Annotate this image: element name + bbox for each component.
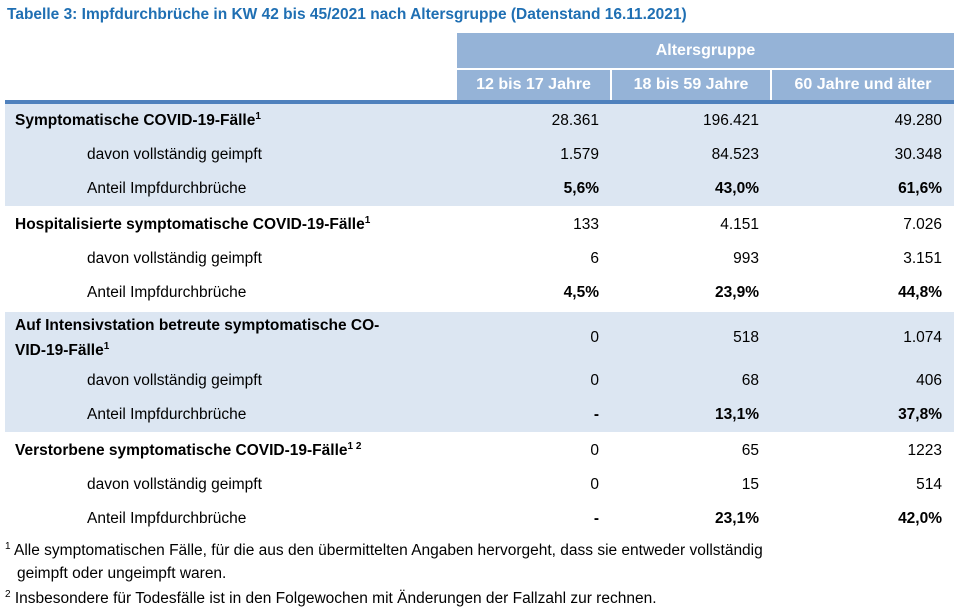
cell-value: 61,6% xyxy=(771,172,954,207)
cell-value: 23,9% xyxy=(715,284,759,301)
cell-value: 7.026 xyxy=(771,207,954,242)
cell-value: 30.348 xyxy=(771,138,954,172)
cell-value: 43,0% xyxy=(611,172,771,207)
cell-value: 84.523 xyxy=(611,138,771,172)
table-row xyxy=(5,102,954,138)
cell-value: 196.421 xyxy=(611,102,771,138)
cell-value: 3.151 xyxy=(903,250,943,267)
row-label: Anteil Impfdurchbrüche xyxy=(87,284,247,301)
row-label: Hospitalisierte symptomatische COVID-19-Fälle$^1$ xyxy=(5,207,457,242)
cell-value: 6 xyxy=(590,250,599,267)
cell-value: 4,5% xyxy=(563,284,599,301)
table-row xyxy=(5,468,954,502)
cell-value: 1.074 xyxy=(771,311,954,364)
cell-value: 13,1% xyxy=(611,398,771,433)
cell-value: 15 xyxy=(741,476,759,493)
cell-value: 1.579 xyxy=(457,138,611,172)
cell-value: - xyxy=(593,510,599,527)
cell-value: 518 xyxy=(611,311,771,364)
footnote-1-text-cont: geimpft oder ungeimpft waren. xyxy=(17,565,227,582)
table-row xyxy=(5,311,954,364)
cell-value: - xyxy=(457,398,611,433)
row-label: davon vollständig geimpft xyxy=(5,364,457,398)
table-row xyxy=(5,172,954,207)
row-label: Auf Intensivstation betreute symptomatische CO- VID-19-Fälle$^1$ xyxy=(5,311,457,364)
row-label: davon vollständig geimpft xyxy=(87,476,262,493)
table-row xyxy=(5,502,954,536)
footnote-2 xyxy=(5,587,657,610)
table-row xyxy=(5,398,954,433)
cell-value: 65 xyxy=(611,433,771,468)
cell-value: 0 xyxy=(457,364,611,398)
cell-value: 37,8% xyxy=(771,398,954,433)
table-row xyxy=(5,242,954,276)
row-label: davon vollständig geimpft xyxy=(87,250,262,267)
table-row xyxy=(5,138,954,172)
row-label: Anteil Impfdurchbrüche xyxy=(5,398,457,433)
cell-value: 0 xyxy=(457,311,611,364)
column-header-60-plus: 60 Jahre und älter xyxy=(771,69,954,102)
column-header-12-17: 12 bis 17 Jahre xyxy=(457,69,611,102)
cell-value: 133 xyxy=(457,207,611,242)
cell-value: 0 xyxy=(457,433,611,468)
footnote-2-text: Insbesondere für Todesfälle ist in den Folgewochen mit Änderungen der Fallzahl zur rechnen. xyxy=(14,590,657,607)
row-label: Anteil Impfdurchbrüche xyxy=(5,172,457,207)
table-title: Tabelle 3: Impfdurchbrüche in KW 42 bis 45/2021 nach Altersgruppe (Datenstand 16.11.2021) xyxy=(7,6,687,23)
footnote-1-mark: 1 xyxy=(5,541,11,552)
cell-value: 49.280 xyxy=(771,102,954,138)
cell-value: 4.151 xyxy=(611,207,771,242)
row-label: davon vollständig geimpft xyxy=(5,138,457,172)
cell-value: 28.361 xyxy=(457,102,611,138)
footnote-1-text: Alle symptomatischen Fälle, für die aus den übermittelten Angaben hervorgeht, dass sie entweder vollständig xyxy=(14,542,763,559)
cell-value: 44,8% xyxy=(898,284,943,301)
footnote-1 xyxy=(5,539,763,585)
cell-value: 993 xyxy=(733,250,759,267)
header-corner-lower xyxy=(5,69,457,102)
table-row xyxy=(5,364,954,398)
row-label: Anteil Impfdurchbrüche xyxy=(87,510,247,527)
cell-value: 406 xyxy=(771,364,954,398)
row-label: Symptomatische COVID-19-Fälle$^1$ xyxy=(5,102,457,138)
cell-value: 5,6% xyxy=(457,172,611,207)
cell-value: 23,1% xyxy=(715,510,759,527)
cell-value: 42,0% xyxy=(898,510,943,527)
row-label: Verstorbene symptomatische COVID-19-Fälle$^{1 2}$ xyxy=(5,433,457,468)
cell-value: 68 xyxy=(611,364,771,398)
header-corner xyxy=(5,33,457,69)
cell-value: 1223 xyxy=(771,433,954,468)
column-group-header: Altersgruppe xyxy=(457,33,954,69)
table-row xyxy=(5,276,954,311)
table-row xyxy=(5,207,954,242)
column-header-18-59: 18 bis 59 Jahre xyxy=(611,69,771,102)
table-row xyxy=(5,433,954,468)
cell-value: 514 xyxy=(916,476,943,493)
footnote-2-mark: 2 xyxy=(5,589,11,600)
breakthrough-table xyxy=(5,33,954,536)
cell-value: 0 xyxy=(590,476,599,493)
